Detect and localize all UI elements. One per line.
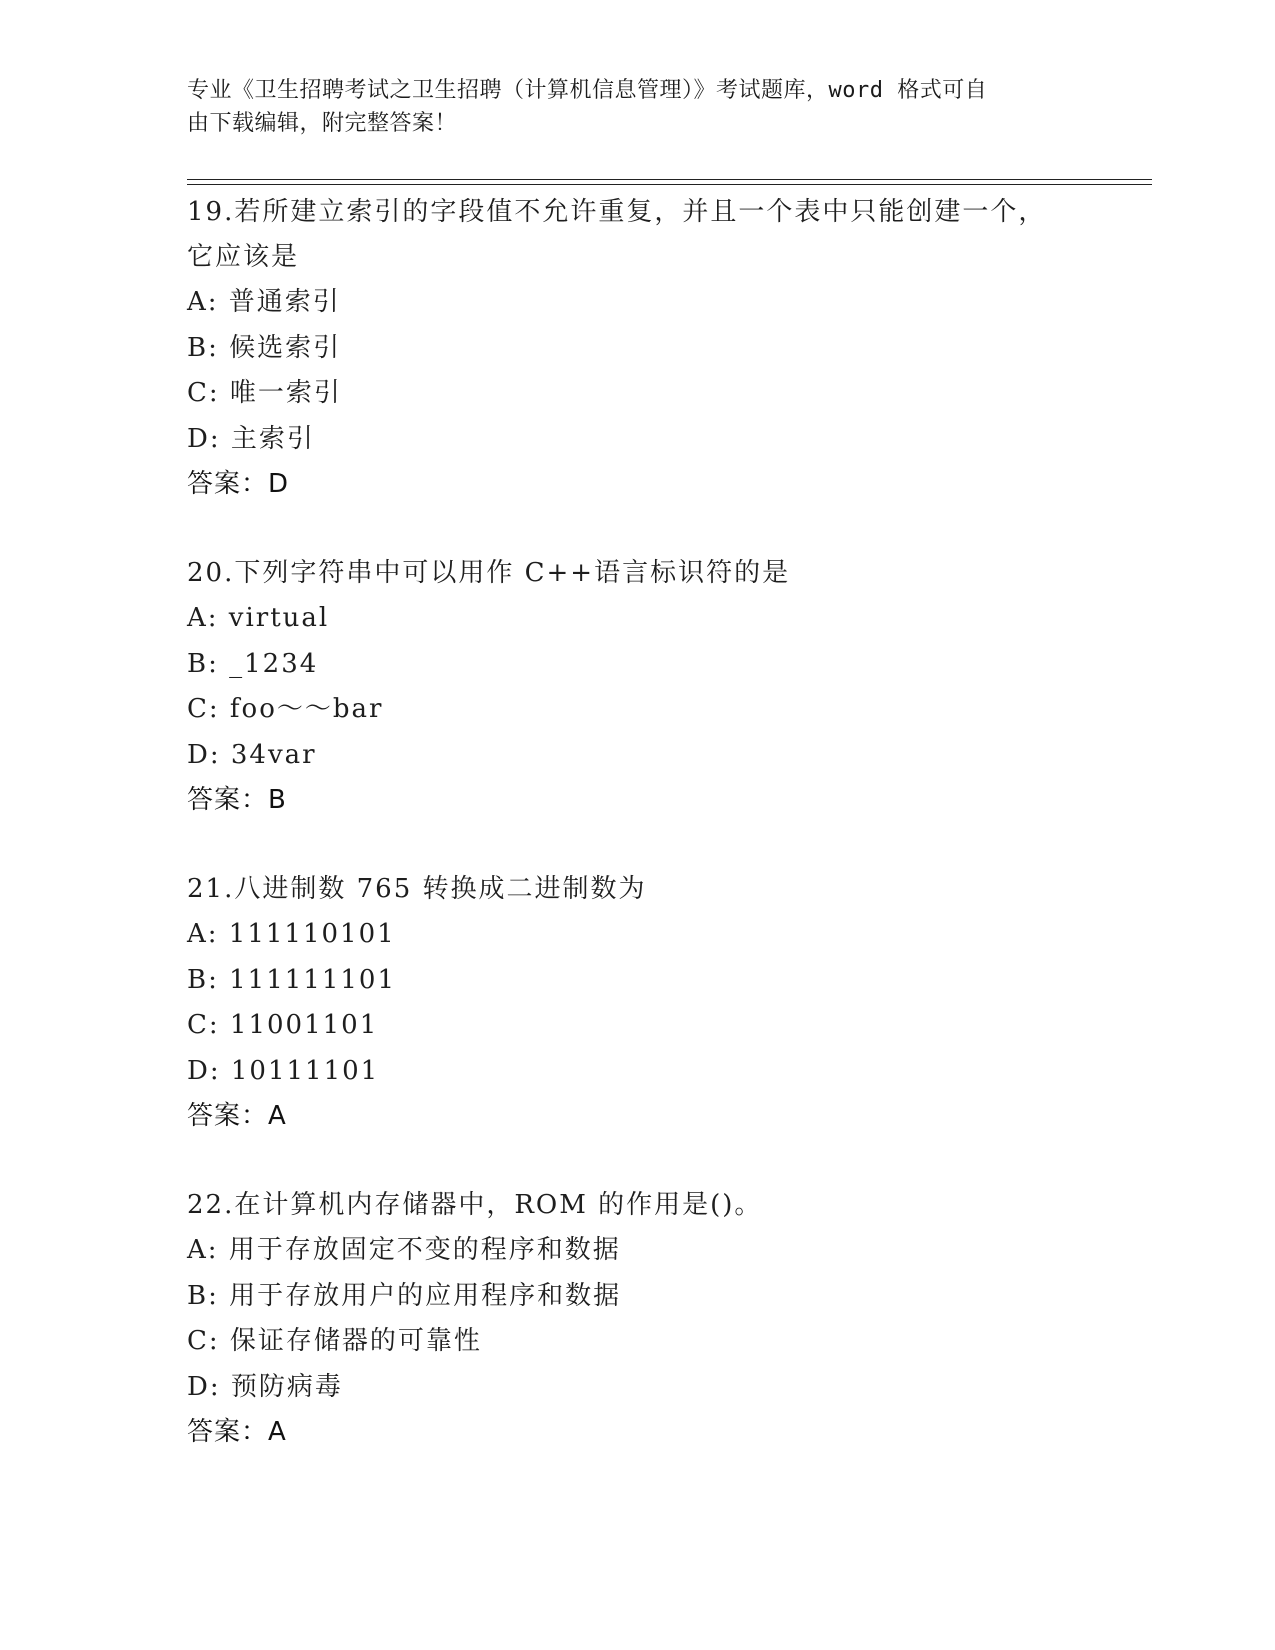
option-c: C: 唯一索引 — [187, 378, 342, 408]
header-line-1: 专业《卫生招聘考试之卫生招聘（计算机信息管理）》考试题库，word 格式可自 — [187, 78, 988, 103]
header-line-2: 由下载编辑，附完整答案！ — [187, 111, 458, 136]
option-d: D: 预防病毒 — [187, 1371, 343, 1402]
question-22 — [187, 1183, 1087, 1455]
option-b: B: 111111101 — [187, 964, 397, 995]
option-c: C: 11001101 — [187, 1010, 379, 1040]
header-divider-bottom — [187, 184, 1152, 185]
question-title-line: 19.若所建立索引的字段值不允许重复，并且一个表中只能创建一个， — [187, 197, 1047, 227]
header-divider-top — [187, 179, 1152, 180]
option-b: B: _1234 — [187, 648, 319, 679]
option-a: A: 普通索引 — [187, 287, 341, 317]
question-19 — [187, 190, 1087, 507]
question-list — [187, 190, 1087, 1499]
answer-line: 答案：D — [187, 469, 290, 499]
answer-line: 答案：B — [187, 785, 287, 815]
option-a: A: 111110101 — [187, 919, 396, 949]
question-title-line: 20.下列字符串中可以用作 C++语言标识符的是 — [187, 558, 791, 588]
option-a: A: virtual — [187, 603, 330, 633]
answer-line: 答案：A — [187, 1101, 287, 1131]
document-header — [187, 74, 1067, 140]
option-d: D: 10111101 — [187, 1055, 380, 1086]
option-d: D: 主索引 — [187, 423, 315, 454]
answer-line: 答案：A — [187, 1417, 287, 1447]
question-title-line: 它应该是 — [187, 242, 300, 272]
question-title-line: 21.八进制数 765 转换成二进制数为 — [187, 874, 647, 904]
question-20 — [187, 551, 1087, 823]
option-c: C: 保证存储器的可靠性 — [187, 1326, 482, 1356]
option-a: A: 用于存放固定不变的程序和数据 — [187, 1235, 621, 1265]
option-c: C: foo～～bar — [187, 694, 384, 724]
question-21 — [187, 867, 1087, 1139]
option-d: D: 34var — [187, 739, 317, 770]
option-b: B: 候选索引 — [187, 332, 342, 363]
option-b: B: 用于存放用户的应用程序和数据 — [187, 1280, 622, 1311]
question-title-line: 22.在计算机内存储器中，ROM 的作用是()。 — [187, 1190, 763, 1220]
